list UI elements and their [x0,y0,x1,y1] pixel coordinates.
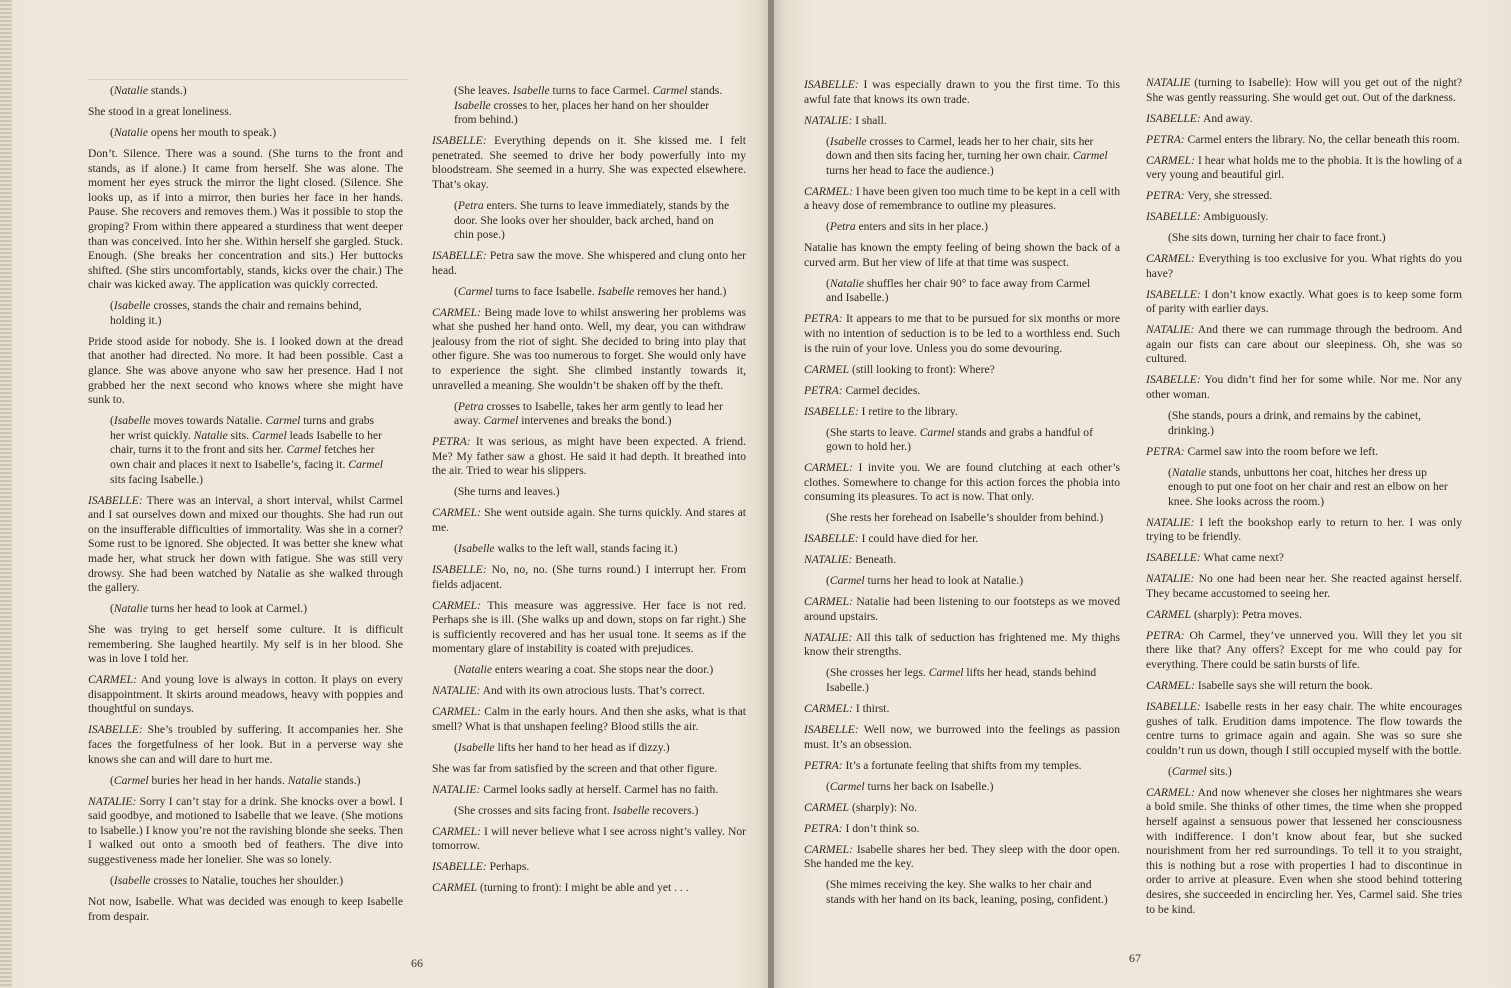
script-paragraph: She stood in a great loneliness. [88,104,232,118]
page-edge [0,0,12,988]
script-paragraph: CARMEL: This measure was aggressive. Her face is not red. Perhaps she is ill. (She walks up and down, stops on far right.) She is sufficiently recovered and has her usual tone. It seems as if the momentary glare of instability is coated with prejudices. [432,598,746,656]
script-paragraph: ISABELLE: I could have died for her. [804,532,979,546]
script-paragraph: ISABELLE: What came next? [1146,551,1284,565]
stage-direction: (Natalie opens her mouth to speak.) [110,125,277,139]
script-paragraph: PETRA: Carmel decides. [804,383,921,397]
right-page [774,0,1511,988]
right-page-column-1 [804,78,1120,914]
script-paragraph: CARMEL: I have been given too much time to be kept in a cell with a heavy dose of remembrance to outline my pleasures. [804,184,1120,213]
page-number-right: 67 [1129,951,1141,965]
script-paragraph: CARMEL (turning to front): I might be able and yet . . . [432,881,689,895]
stage-direction: (She crosses her legs. Carmel lifts her head, stands behind Isabelle.) [826,666,1097,695]
left-page-column-2 [432,84,746,902]
script-paragraph: CARMEL (still looking to front): Where? [804,362,995,376]
stage-direction: (Natalie turns her head to look at Carmel.) [110,602,308,616]
script-paragraph: CARMEL: And now whenever she closes her nightmares she wears a bold smile. She thinks of other times, the time when she propped herself against a sensuous power that lessened her consciousness with indifference. I don’t know about fear, but she sucked nourishment from her red surroundings. To tell it to you straight, this is nothing but a rose with properties I had to discontinue in order to arrive at pleasure. Even when she stood behind tottering desires, she succeeded in encircling her. Yes, Carmel said. She tries to be kind. [1146,785,1462,916]
script-paragraph: CARMEL: I hear what holds me to the phobia. It is the howling of a very young and beautiful girl. [1146,153,1462,182]
stage-direction: (Carmel turns her head to look at Natalie.) [826,574,1024,588]
script-paragraph: CARMEL: And young love is always in cotton. It plays on every disappointment. It skirts around meadows, heavy with poppies and thoughtful on sundays. [88,673,403,716]
script-paragraph: NATALIE: I left the bookshop early to return to her. I was only trying to be friendly. [1146,515,1462,544]
script-paragraph: ISABELLE: Isabelle rests in her easy chair. The white encourages gushes of talk. Erudition dams impotence. The flow towards the centre turns to grimace again and again. She was so sure she couldn’t run us down, though I still occupied myself with the bottle. [1146,700,1462,757]
script-paragraph: CARMEL: She went outside again. She turns quickly. And stares at me. [432,506,746,534]
script-paragraph: PETRA: It’s a fortunate feeling that shifts from my temples. [804,758,1082,772]
script-paragraph: ISABELLE: You didn’t find her for some while. Nor me. Nor any other woman. [1146,373,1462,401]
stage-direction: (Petra crosses to Isabelle, takes her arm gently to lead her away. Carmel intervenes and breaks the bond.) [454,399,723,428]
script-paragraph: CARMEL: Isabelle shares her bed. They sleep with the door open. She handed me the key. [804,842,1120,871]
script-paragraph: PETRA: Carmel enters the library. No, the cellar beneath this room. [1146,132,1460,146]
script-paragraph: Not now, Isabelle. What was decided was enough to keep Isabelle from despair. [88,894,403,923]
stage-direction: (Natalie enters wearing a coat. She stops near the door.) [454,663,714,677]
stage-direction: (Isabelle crosses, stands the chair and remains behind, holding it.) [110,299,362,327]
stage-direction: (Isabelle walks to the left wall, stands facing it.) [454,541,678,555]
script-paragraph: NATALIE: Carmel looks sadly at herself. Carmel has no faith. [432,782,719,796]
script-paragraph: NATALIE: All this talk of seduction has frightened me. My thighs know their strengths. [804,630,1120,659]
script-paragraph: Don’t. Silence. There was a sound. (She turns to the front and stands, as if alone.) It came from herself. She was alone. The moment her eyes struck the mirror the light closed. (Silence. She looks up, as if into a mirror, then buries her face in her hands. Pause. She recovers and removes them.) Was it possible to stop the groping? From within there appeared a sturdiness that went deeper than was conceived. Into her she. Within herself she gargled. Stuck. Enough. (She breaks her concentration and sits.) Her buttocks shifted. (She stirs uncomfortably, stands, kicks over the chair.) The chair was kicked away. The application was quickly corrected. [88,146,403,292]
stage-direction: (She rests her forehead on Isabelle’s shoulder from behind.) [826,511,1104,525]
script-paragraph: ISABELLE: Ambiguously. [1146,210,1269,224]
script-paragraph: PETRA: Carmel saw into the room before we left. [1146,444,1379,458]
script-paragraph: PETRA: I don’t think so. [804,821,920,835]
stage-direction: (Natalie stands.) [110,84,187,97]
script-paragraph: She was trying to get herself some culture. It is difficult remembering. She laughed heartily. My self is in her blood. She was in love I told her. [88,623,403,666]
script-paragraph: NATALIE: Beneath. [804,553,897,567]
stage-direction: (She leaves. Isabelle turns to face Carmel. Carmel stands. Isabelle crosses to her, places her hand on her shoulder from behind.) [454,84,723,127]
script-paragraph: PETRA: It appears to me that to be pursued for six months or more with no intention of seduction is to be led to a worthless end. Such is the ruin of your love. Unless you do some devouring. [804,312,1120,355]
script-paragraph: Natalie has known the empty feeling of being shown the back of a curved arm. But her view of life at that time was suspect. [804,241,1120,269]
script-paragraph: ISABELLE: Petra saw the move. She whispered and clung onto her head. [432,249,746,277]
stage-direction: (Isabelle crosses to Natalie, touches her shoulder.) [110,873,344,887]
script-paragraph: ISABELLE: Well now, we burrowed into the feelings as passion must. It’s an obsession. [804,722,1120,751]
stage-direction: (Isabelle moves towards Natalie. Carmel turns and grabs her wrist quickly. Natalie sits. Carmel leads Isabelle to her chair, turns it to the front and sits her. Carmel fetches her own chair and places it next to Isabelle’s, facing it. Carmel sits facing Isabelle.) [110,414,384,486]
script-paragraph: CARMEL: I invite you. We are found clutching at each other’s clothes. Somewhere to change for this action forces the phobia into consuming its pleasures. To act is now. That only. [804,461,1120,504]
top-rule [88,79,408,80]
stage-direction: (Carmel turns her back on Isabelle.) [826,779,994,793]
stage-direction: (She crosses and sits facing front. Isabelle recovers.) [454,803,699,817]
script-paragraph: ISABELLE: Everything depends on it. She kissed me. I felt penetrated. She seemed to drive her body powerfully into my bloodstream. She seemed in a hurry. She was expected elsewhere. That’s okay. [432,134,746,191]
script-paragraph: ISABELLE: I don’t know exactly. What goes is to keep some form of parity with earlier days. [1146,287,1462,316]
script-paragraph: PETRA: Oh Carmel, they’ve unnerved you. Will they let you sit there like that? Any offers? Except for me who could pay for everything. There could be satin bursts of life. [1146,628,1462,672]
script-paragraph: ISABELLE: She’s troubled by suffering. It accompanies her. She faces the forgetfulness of her look. But in a perverse way she knows she can and will dare to hurt me. [88,723,403,766]
script-paragraph: CARMEL: Calm in the early hours. And then she asks, what is that smell? What is that unshapen feeling? Blood stills the air. [432,705,746,733]
stage-direction: (Petra enters and sits in her place.) [826,220,988,234]
script-paragraph: ISABELLE: No, no, no. (She turns round.) I interrupt her. From fields adjacent. [432,562,746,591]
script-paragraph: NATALIE: Sorry I can’t stay for a drink. She knocks over a bowl. I said goodbye, and motioned to Isabelle that we leave. (She motions to Isabelle.) I know you’re not the ravishing blonde she seeks. Then I walked out onto a smooth bed of feathers. The dive into suggestiveness made her lonelier. She was so lonely. [88,794,403,866]
stage-direction: (Petra enters. She turns to leave immediately, stands by the door. She looks over her shoulder, back arched, hand on chin pose.) [454,198,730,242]
stage-direction: (Isabelle lifts her hand to her head as if dizzy.) [454,740,670,754]
right-page-column-2 [1146,76,1462,923]
script-paragraph: CARMEL: Isabelle says she will return the book. [1146,679,1373,693]
stage-direction: (Carmel turns to face Isabelle. Isabelle removes her hand.) [454,284,727,298]
script-paragraph: ISABELLE: Perhaps. [432,860,530,874]
stage-direction: (She starts to leave. Carmel stands and grabs a handful of gown to hold her.) [826,425,1093,454]
script-paragraph: ISABELLE: I was especially drawn to you the first time. To this awful fate that knows its own trade. [804,78,1120,106]
stage-direction: (Carmel sits.) [1168,764,1232,778]
stage-direction: (Natalie stands, unbuttons her coat, hitches her dress up enough to put one foot on her chair and rest an elbow on her knee. She looks across the room.) [1168,465,1448,508]
stage-direction: (Carmel buries her head in her hands. Natalie stands.) [110,773,361,787]
script-paragraph: NATALIE: And there we can rummage through the bedroom. And again our fists can care about our sleepiness. Oh, she was so cultured. [1146,323,1462,366]
stage-direction: (She turns and leaves.) [454,485,560,499]
script-paragraph: PETRA: Very, she stressed. [1146,189,1273,203]
script-paragraph: ISABELLE: I retire to the library. [804,404,958,418]
script-paragraph: She was far from satisfied by the screen and that other figure. [432,761,718,775]
stage-direction: (She sits down, turning her chair to face front.) [1168,231,1386,245]
script-paragraph: CARMEL: Natalie had been listening to our footsteps as we moved around upstairs. [804,595,1120,623]
script-paragraph: NATALIE: No one had been near her. She reacted against herself. They became accustomed to seeing her. [1146,572,1462,600]
script-paragraph: CARMEL (sharply): No. [804,800,918,814]
script-paragraph: CARMEL: I thirst. [804,702,890,715]
script-paragraph: CARMEL: Everything is too exclusive for you. What rights do you have? [1146,252,1462,280]
script-paragraph: CARMEL: I will never believe what I see across night’s valley. Nor tomorrow. [432,824,746,853]
script-paragraph: NATALIE: I shall. [804,113,887,127]
stage-direction: (Natalie shuffles her chair 90° to face away from Carmel and Isabelle.) [826,276,1091,305]
script-paragraph: ISABELLE: And away. [1146,111,1253,125]
script-paragraph: NATALIE (turning to Isabelle): How will you get out of the night? She was gently reassuring. She would get out. Out of the darkness. [1146,76,1462,104]
stage-direction: (Isabelle crosses to Carmel, leads her to her chair, sits her down and then sits facing her, turning her own chair. Carmel turns her head to face the audience.) [826,134,1108,177]
page-number-left: 66 [411,956,423,970]
script-paragraph: NATALIE: And with its own atrocious lusts. That’s correct. [432,684,705,698]
script-paragraph: CARMEL (sharply): Petra moves. [1146,607,1302,621]
stage-direction: (She stands, pours a drink, and remains by the cabinet, drinking.) [1168,408,1422,437]
stage-direction: (She mimes receiving the key. She walks to her chair and stands with her hand on its back, leaning, posing, confident.) [826,878,1108,906]
left-page-column-1 [88,84,403,931]
script-paragraph: PETRA: It was serious, as might have been expected. A friend. Me? My father saw a ghost. He said it had depth. It breathed into the air. Tried to wear his slippers. [432,435,746,478]
script-paragraph: CARMEL: Being made love to whilst answering her problems was what she pushed her hand onto. Well, my dear, you can withdraw jealousy from the riot of sight. She decided to bring into play that other figure. She was too numerous to forget. She would only have to experience the sight. She climbed instantly towards it, unravelled a meaning. She wouldn’t be shaken off by the theft. [432,305,746,392]
script-paragraph: Pride stood aside for nobody. She is. I looked down at the dread that another had directed. No more. It had been possible. Cast a glance. She was above anyone who saw her presence. Had I not grabbed her the next second who knows where she might have sunk to. [88,334,403,407]
script-paragraph: ISABELLE: There was an interval, a short interval, whilst Carmel and I sat ourselves down and mixed our thoughts. She had run out on the insufferable difficulties of immortality. Was she in a corner? Some rust to be ignored. She objected. It was better she knew what made her, what struck her down with fatigue. She was still very drowsy. She had been watched by Natalie as she walked through the gallery. [88,493,403,595]
